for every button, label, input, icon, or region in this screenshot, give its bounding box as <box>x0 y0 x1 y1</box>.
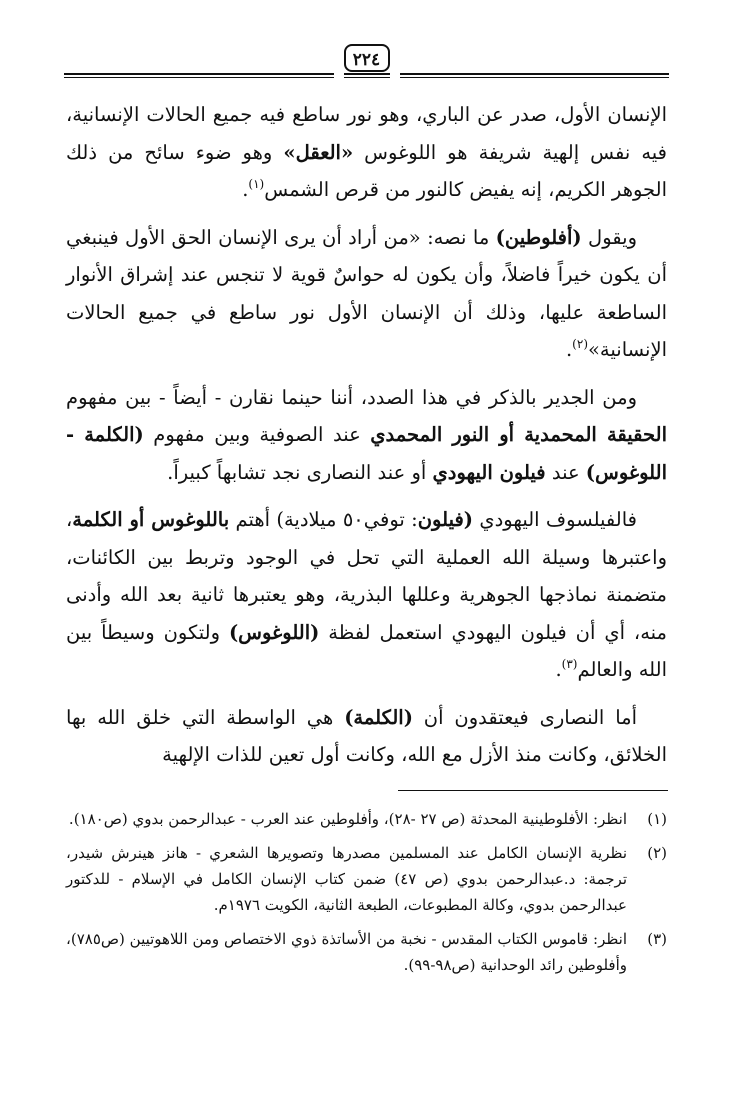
paragraph-1 <box>66 96 667 209</box>
header-rule-thin <box>64 77 669 78</box>
bold-term: باللوغوس أو الكلمة <box>72 508 230 531</box>
text-run: . <box>565 338 573 361</box>
footnote-ref-1: (١) <box>248 177 265 191</box>
text-run: ما نصه: «من أراد أن يرى الإنسان الحق الأول فينبغي أن يكون خيراً فاضلاً، وأن يكون له حواسٌ قوية لا تنجس عند إشراق الأنوار الساطعة عليها، وذلك أن الإنسان الأول نور ساطع في جميع الحالات الإنسانية» <box>66 225 667 361</box>
paragraph-5 <box>66 699 667 774</box>
paragraph-4 <box>66 501 667 689</box>
paragraph-3 <box>66 379 667 492</box>
bold-term: فيلون اليهودي <box>432 460 546 484</box>
bold-term: (أفلوطين) <box>495 225 582 249</box>
text-run: أما النصارى فيعتقدون أن <box>412 705 638 729</box>
text-run: هي الواسطة التي خلق الله بها الخلائق، وكانت منذ الأزل مع الله، وكانت أول تعين للذات الإلهية <box>66 705 667 766</box>
bold-term: (الكلمة - اللوغوس) <box>66 423 667 484</box>
text-run: وهو ضوء سائح من ذلك الجوهر الكريم، إنه يفيض كالنور من قرص الشمس <box>66 140 667 201</box>
text-run: أهتم <box>229 508 277 531</box>
bold-term: (اللوغوس) <box>228 620 320 644</box>
footnote-1 <box>66 806 667 832</box>
text-run: ) <box>276 508 284 531</box>
footnote-text: انظر: قاموس الكتاب المقدس - نخبة من الأساتذة ذوي الاختصاص ومن اللاهوتيين (ص٧٨٥)، وأفلوطين رائد الوحدانية (ص٩٨-٩٩). <box>66 930 627 974</box>
footnote-ref-2: (٢) <box>572 337 588 351</box>
text-run: . <box>555 658 562 681</box>
footnote-number: (١) <box>647 810 667 828</box>
text-run: : توفي٥٠ ميلادية <box>283 508 418 531</box>
text-run: ومن الجدير بالذكر في هذا الصدد، أننا حينما نقارن - أيضاً - بين مفهوم <box>66 385 637 409</box>
bold-term: (الكلمة) <box>344 705 413 729</box>
footnote-separator <box>398 790 668 791</box>
page-header <box>64 40 669 88</box>
text-run: . <box>242 178 249 201</box>
text-run: ولتكون وسيطاً بين الله والعالم <box>66 620 667 681</box>
footnote-3 <box>66 926 667 978</box>
bold-term: (فيلون <box>417 508 474 531</box>
text-run: ويقول <box>581 225 637 249</box>
footnote-number: (٣) <box>647 930 667 948</box>
paragraph-2 <box>66 219 667 369</box>
text-run: عند <box>545 460 586 484</box>
bold-term: الحقيقة المحمدية أو النور المحمدي <box>370 423 667 446</box>
footnotes <box>66 806 667 986</box>
text-run: الإنسان الأول، صدر عن الباري، وهو نور ساطع فيه جميع الحالات الإنسانية، فيه نفس إلهية شريفة هو اللوغوس <box>66 103 667 164</box>
footnote-2 <box>66 840 667 918</box>
page-number: ٢٢٤ <box>344 44 390 72</box>
text-run: ، واعتبرها وسيلة الله العملية التي تحل في الوجود وتربط بين الكائنات، متضمنة نماذجها الجوهرية وعللها البذرية، وهو يعتبرها ثانية بعد الله وأدنى منه، أي أن فيلون اليهودي استعمل لفظة <box>66 508 668 644</box>
main-text <box>66 96 667 784</box>
bold-term: «العقل» <box>283 140 354 164</box>
text-run: أو عند النصارى نجد تشابهاً كبيراً. <box>167 460 433 484</box>
text-run: فالفيلسوف اليهودي <box>473 508 637 531</box>
footnote-ref-3: (٣) <box>561 657 578 671</box>
footnote-number: (٢) <box>647 844 667 862</box>
footnote-text: نظرية الإنسان الكامل عند المسلمين مصدرها وتصويرها الشعري - هانز هينرش شيدر، ترجمة: د.عبدالرحمن بدوي (ص ٤٧) ضمن كتاب الإنسان الكامل في الإسلام - للدكتور عبدالرحمن بدوي، وكالة المطبوعات، الطبعة الثانية، الكويت ١٩٧٦م. <box>66 844 627 914</box>
footnote-text: انظر: الأفلوطينية المحدثة (ص ٢٧ -٢٨)، وأفلوطين عند العرب - عبدالرحمن بدوي (ص١٨٠). <box>68 810 627 828</box>
text-run: عند الصوفية وبين مفهوم <box>143 423 371 446</box>
